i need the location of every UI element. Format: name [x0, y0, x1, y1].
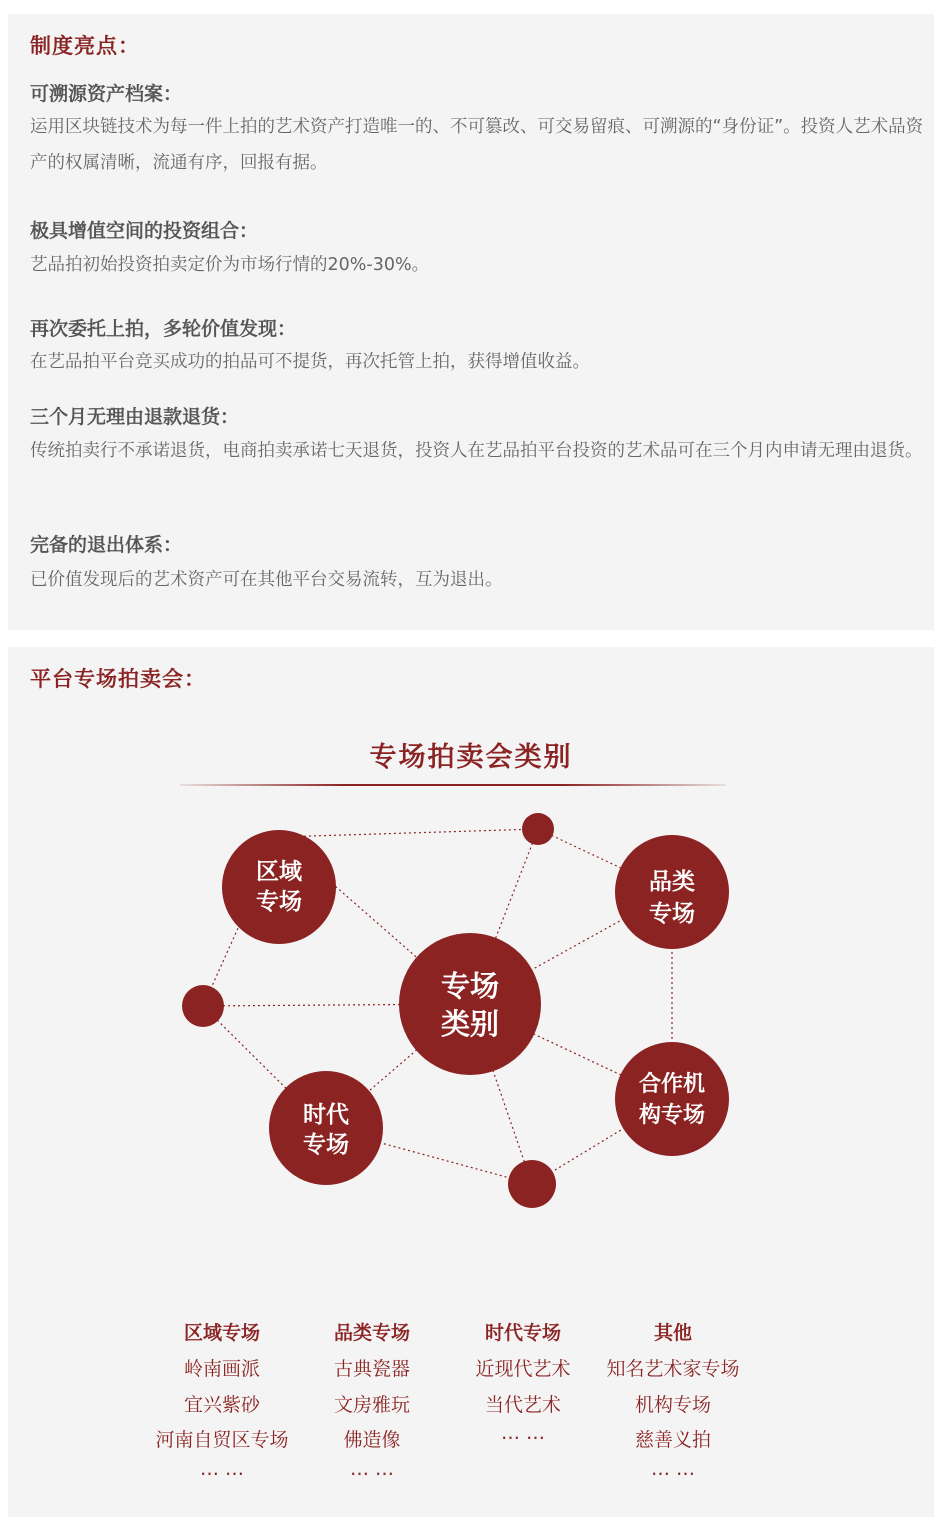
- section-heading-auctions: 平台专场拍卖会：: [30, 667, 206, 691]
- center-node-circle: [399, 933, 541, 1075]
- partner-node-label: 合作机: [638, 1072, 706, 1097]
- column-header: 其他: [653, 1322, 692, 1344]
- highlight-title-traceable: 可溯源资产档案：: [30, 83, 183, 105]
- column-item: 古典瓷器: [333, 1358, 410, 1380]
- column-item: 文房雅玩: [333, 1394, 410, 1416]
- category-node-label: 品类: [649, 869, 695, 895]
- connector-dot: [182, 985, 224, 1027]
- partner-node-label: 构专场: [638, 1103, 706, 1128]
- center-node-label: 类别: [440, 1007, 500, 1041]
- auction-panel: [8, 647, 934, 1517]
- column-header: 区域专场: [183, 1322, 260, 1344]
- highlight-text-refund: 传统拍卖行不承诺退货，电商拍卖承诺七天退货，投资人在艺品拍平台投资的艺术品可在三个月内申请无理由退货。: [30, 441, 923, 461]
- highlight-title-refund: 三个月无理由退款退货：: [30, 406, 240, 428]
- column-item: … …: [349, 1458, 395, 1480]
- connector-dot: [508, 1160, 556, 1208]
- column-item: 知名艺术家专场: [606, 1358, 740, 1380]
- category-node-label: 专场: [649, 901, 695, 927]
- column-item: … …: [650, 1458, 696, 1480]
- highlight-title-exit: 完备的退出体系：: [30, 534, 183, 556]
- era-node-circle: [269, 1071, 383, 1185]
- section-heading-highlights: 制度亮点：: [30, 34, 140, 58]
- column-item: 慈善义拍: [634, 1429, 711, 1451]
- highlight-text-exit: 已价值发现后的艺术资产可在其他平台交易流转，互为退出。: [30, 570, 503, 590]
- category-network-diagram: [8, 647, 934, 1247]
- highlight-text-traceable: 运用区块链技术为每一件上拍的艺术资产打造唯一的、不可篡改、可交易留痕、可溯源的“身份证”。投资人艺术品资产的权属清晰，流通有序，回报有据。: [30, 117, 924, 173]
- column-item: 机构专场: [634, 1394, 711, 1416]
- era-node-label: 专场: [303, 1132, 349, 1158]
- link: [279, 829, 538, 837]
- highlights-panel: [8, 14, 934, 630]
- diagram-title: 专场拍卖会类别: [369, 742, 573, 773]
- column-item: 当代艺术: [484, 1394, 561, 1416]
- highlight-text-reauction: 在艺品拍平台竞买成功的拍品可不提货，再次托管上拍，获得增值收益。: [30, 352, 590, 372]
- highlight-title-portfolio: 极具增值空间的投资组合：: [30, 220, 259, 242]
- column-item: 河南自贸区专场: [155, 1429, 289, 1451]
- center-node-label: 专场: [440, 969, 500, 1003]
- column-item: 岭南画派: [183, 1358, 260, 1380]
- highlight-text-portfolio: 艺品拍初始投资拍卖定价为市场行情的20%-30%。: [30, 255, 430, 275]
- highlight-title-reauction: 再次委托上拍，多轮价值发现：: [30, 318, 297, 340]
- region-node-label: 专场: [256, 889, 302, 915]
- region-node-label: 区域: [256, 859, 302, 885]
- column-header: 时代专场: [484, 1322, 561, 1344]
- era-node-label: 时代: [303, 1102, 349, 1128]
- column-item: 近现代艺术: [475, 1358, 571, 1380]
- column-item: 佛造像: [343, 1429, 401, 1451]
- partner-node-circle: [615, 1042, 729, 1156]
- connector-dot: [522, 813, 554, 845]
- region-node-circle: [222, 830, 336, 944]
- column-item: … …: [500, 1422, 546, 1444]
- column-item: 宜兴紫砂: [183, 1394, 260, 1416]
- column-header: 品类专场: [333, 1322, 410, 1344]
- column-item: … …: [199, 1458, 245, 1480]
